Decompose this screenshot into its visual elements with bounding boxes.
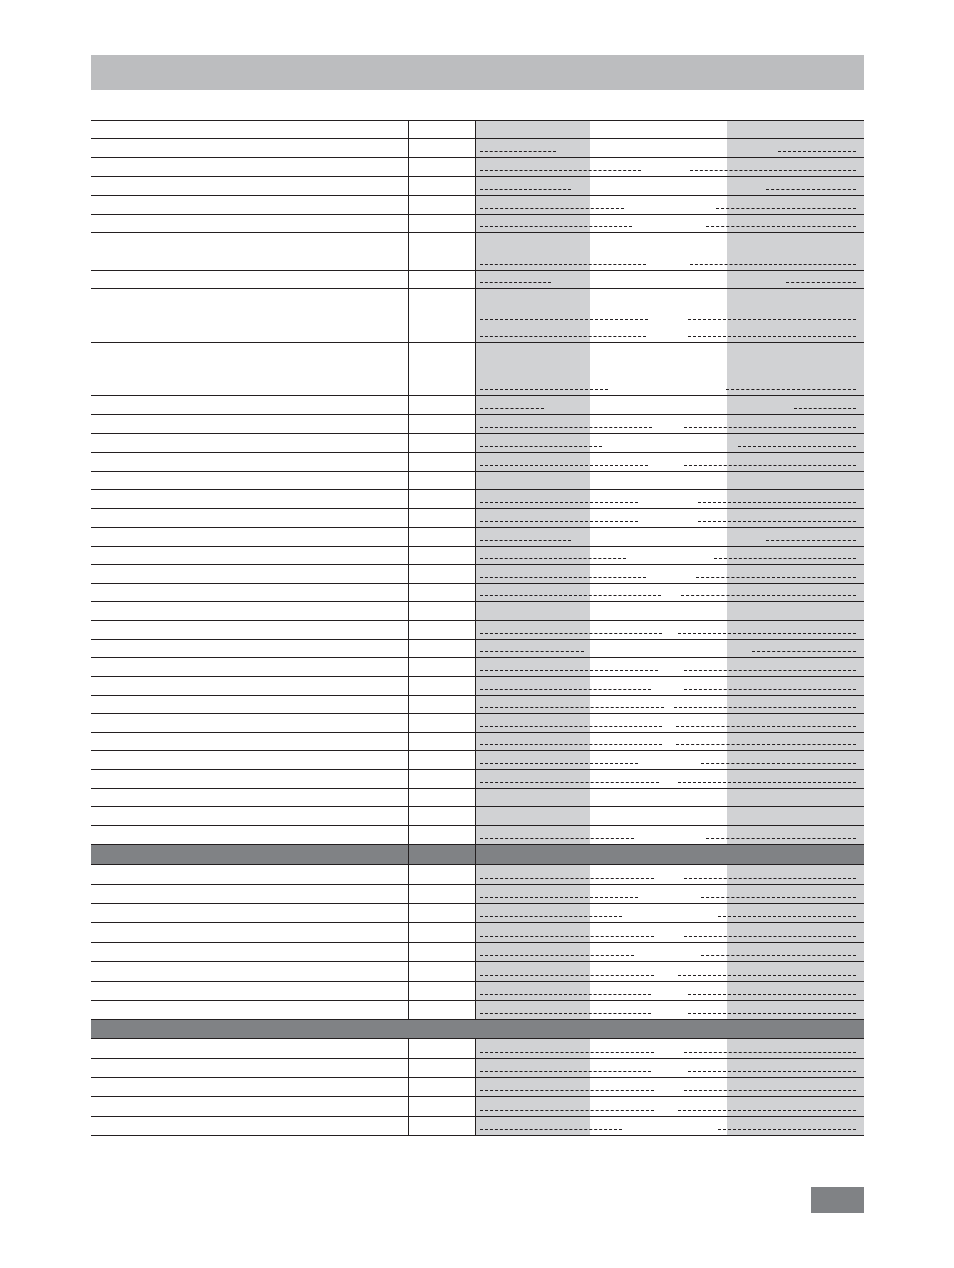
row-label-cell <box>91 658 408 676</box>
table-row <box>91 271 864 289</box>
dotted-leader-line <box>480 1013 651 1014</box>
table-row <box>91 196 864 215</box>
dotted-leader-line <box>480 744 662 745</box>
table-row <box>91 528 864 547</box>
dotted-leader-line <box>794 408 856 409</box>
dotted-leader-line <box>684 1090 856 1091</box>
table-row <box>91 565 864 584</box>
dotted-leader-line <box>766 540 856 541</box>
row-unit-cell <box>408 1078 476 1096</box>
dotted-leader-line <box>480 916 622 917</box>
row-label-cell <box>91 177 408 195</box>
row-unit-cell <box>408 621 476 639</box>
row-label-cell <box>91 1097 408 1116</box>
dotted-leader-line <box>696 577 856 578</box>
dotted-leader-line <box>688 1013 856 1014</box>
row-label-cell <box>91 289 408 342</box>
dotted-leader-line <box>718 916 856 917</box>
row-unit-cell <box>408 177 476 195</box>
table-row <box>91 865 864 885</box>
row-unit-cell <box>408 807 476 825</box>
dotted-leader-line <box>480 208 624 209</box>
dotted-leader-line <box>701 955 856 956</box>
dotted-leader-line <box>480 319 648 320</box>
row-unit-cell <box>408 158 476 176</box>
table-row <box>91 904 864 923</box>
table-row <box>91 584 864 602</box>
row-unit-cell <box>408 602 476 620</box>
dotted-leader-line <box>684 670 856 671</box>
table-row <box>91 1001 864 1020</box>
row-unit-cell <box>408 733 476 750</box>
table-row <box>91 982 864 1001</box>
row-unit-cell <box>408 658 476 676</box>
row-unit-cell <box>408 453 476 471</box>
table-row <box>91 962 864 982</box>
row-label-cell <box>91 434 408 452</box>
row-label-cell <box>91 472 408 489</box>
row-label-cell <box>91 1059 408 1077</box>
dotted-leader-line <box>688 319 856 320</box>
row-label-cell <box>91 415 408 433</box>
table-row <box>91 696 864 714</box>
dotted-leader-line <box>690 264 856 265</box>
dotted-leader-line <box>786 282 856 283</box>
row-label-cell <box>91 962 408 981</box>
row-unit-cell <box>408 640 476 657</box>
dotted-leader-line <box>701 763 856 764</box>
dotted-leader-line <box>480 282 551 283</box>
dotted-leader-line <box>480 1071 651 1072</box>
dotted-leader-line <box>678 1110 856 1111</box>
row-unit-cell <box>408 415 476 433</box>
row-unit-cell <box>408 509 476 527</box>
dotted-leader-line <box>674 707 856 708</box>
row-label-cell <box>91 396 408 414</box>
row-label-cell <box>91 215 408 232</box>
row-label-cell <box>91 1020 408 1038</box>
dotted-leader-line <box>480 670 658 671</box>
row-label-cell <box>91 826 408 844</box>
row-label-cell <box>91 528 408 546</box>
dotted-leader-line <box>480 897 638 898</box>
table-row <box>91 1059 864 1078</box>
dotted-leader-line <box>706 838 856 839</box>
row-label-cell <box>91 943 408 961</box>
dotted-leader-line <box>716 208 856 209</box>
dotted-leader-line <box>480 994 651 995</box>
row-unit-cell <box>408 1039 476 1058</box>
table-row <box>91 509 864 528</box>
table-row <box>91 415 864 434</box>
row-label-cell <box>91 923 408 942</box>
row-label-cell <box>91 120 408 138</box>
row-label-cell <box>91 885 408 903</box>
dotted-leader-line <box>480 633 662 634</box>
dotted-leader-line <box>480 170 641 171</box>
table-row <box>91 289 864 343</box>
dotted-leader-line <box>718 1129 856 1130</box>
section-header-row <box>91 845 864 865</box>
dotted-leader-line <box>688 994 856 995</box>
dotted-leader-line <box>480 595 661 596</box>
table-row <box>91 233 864 271</box>
row-unit-cell <box>408 120 476 138</box>
dotted-leader-line <box>480 226 632 227</box>
row-unit-cell <box>408 962 476 981</box>
row-label-cell <box>91 677 408 695</box>
dotted-leader-line <box>684 1052 856 1053</box>
row-unit-cell <box>408 696 476 713</box>
table-row <box>91 789 864 807</box>
dotted-leader-line <box>480 502 638 503</box>
table-row <box>91 453 864 472</box>
dotted-leader-line <box>480 389 608 390</box>
row-unit-cell <box>408 1097 476 1116</box>
row-unit-cell <box>408 434 476 452</box>
table-row <box>91 490 864 509</box>
table-row <box>91 826 864 845</box>
dotted-leader-line <box>480 540 571 541</box>
dotted-leader-line <box>480 763 638 764</box>
dotted-leader-line <box>778 151 856 152</box>
row-unit-cell <box>408 885 476 903</box>
dotted-leader-line <box>480 975 654 976</box>
table-row <box>91 677 864 696</box>
dotted-leader-line <box>688 1071 856 1072</box>
dotted-leader-line <box>706 226 856 227</box>
dotted-leader-line <box>701 897 856 898</box>
dotted-leader-line <box>480 465 648 466</box>
page-number-tab <box>811 1187 864 1213</box>
dotted-leader-line <box>698 502 856 503</box>
dotted-leader-line <box>684 689 856 690</box>
row-unit-cell <box>408 677 476 695</box>
dotted-leader-line <box>752 651 856 652</box>
dotted-leader-line <box>684 936 856 937</box>
dotted-leader-line <box>480 558 626 559</box>
row-unit-cell <box>408 714 476 732</box>
row-unit-cell <box>408 528 476 546</box>
dotted-leader-line <box>698 521 856 522</box>
dotted-leader-line <box>480 408 544 409</box>
row-label-cell <box>91 584 408 601</box>
row-unit-cell <box>408 982 476 1000</box>
table-row <box>91 714 864 733</box>
dotted-leader-line <box>480 427 652 428</box>
table-row <box>91 177 864 196</box>
dotted-leader-line <box>480 1052 654 1053</box>
row-label-cell <box>91 807 408 825</box>
row-label-cell <box>91 196 408 214</box>
dotted-leader-line <box>690 170 856 171</box>
dotted-leader-line <box>480 1110 654 1111</box>
row-unit-cell <box>408 845 476 864</box>
dotted-leader-line <box>480 336 646 337</box>
table-row <box>91 770 864 789</box>
row-unit-cell <box>408 396 476 414</box>
header-bar <box>91 55 864 90</box>
row-label-cell <box>91 158 408 176</box>
dotted-leader-line <box>480 521 638 522</box>
dotted-leader-line <box>480 782 659 783</box>
row-label-cell <box>91 453 408 471</box>
table-row <box>91 885 864 904</box>
dotted-leader-line <box>480 1129 622 1130</box>
table-row <box>91 658 864 677</box>
row-unit-cell <box>408 584 476 601</box>
row-label-cell <box>91 509 408 527</box>
table-row <box>91 343 864 396</box>
row-unit-cell <box>408 472 476 489</box>
row-label-cell <box>91 751 408 769</box>
row-unit-cell <box>408 139 476 157</box>
table-row <box>91 751 864 770</box>
dotted-leader-line <box>678 633 856 634</box>
row-unit-cell <box>408 943 476 961</box>
dotted-leader-line <box>684 427 856 428</box>
dotted-leader-line <box>738 446 856 447</box>
dotted-leader-line <box>480 878 654 879</box>
dotted-leader-line <box>678 782 856 783</box>
section-header-row <box>91 1020 864 1039</box>
row-label-cell <box>91 640 408 657</box>
row-label-cell <box>91 733 408 750</box>
dotted-leader-line <box>480 838 634 839</box>
dotted-leader-line <box>480 189 571 190</box>
table-row <box>91 1097 864 1117</box>
row-label-cell <box>91 1078 408 1096</box>
dotted-leader-line <box>480 577 646 578</box>
table-row <box>91 1039 864 1059</box>
dotted-leader-line <box>480 264 646 265</box>
table-row <box>91 640 864 658</box>
row-label-cell <box>91 139 408 157</box>
row-unit-cell <box>408 490 476 508</box>
dotted-leader-line <box>726 389 856 390</box>
dotted-leader-line <box>766 189 856 190</box>
dotted-leader-line <box>480 955 634 956</box>
spec-table <box>91 120 864 1136</box>
dotted-leader-line <box>684 878 856 879</box>
row-unit-cell <box>408 770 476 788</box>
dotted-leader-line <box>480 446 602 447</box>
row-label-cell <box>91 696 408 713</box>
table-row <box>91 1117 864 1136</box>
row-unit-cell <box>408 904 476 922</box>
row-unit-cell <box>408 865 476 884</box>
dotted-leader-line <box>676 726 856 727</box>
row-label-cell <box>91 602 408 620</box>
row-unit-cell <box>408 547 476 564</box>
table-row <box>91 139 864 158</box>
dotted-leader-line <box>684 465 856 466</box>
dotted-leader-line <box>480 726 662 727</box>
table-row <box>91 396 864 415</box>
row-unit-cell <box>408 289 476 342</box>
row-unit-cell <box>408 196 476 214</box>
dotted-leader-line <box>480 707 664 708</box>
row-label-cell <box>91 982 408 1000</box>
dotted-leader-line <box>681 595 856 596</box>
row-unit-cell <box>408 343 476 395</box>
table-row <box>91 602 864 621</box>
dotted-leader-line <box>480 689 651 690</box>
row-label-cell <box>91 714 408 732</box>
row-unit-cell <box>408 565 476 583</box>
table-row <box>91 215 864 233</box>
dotted-leader-line <box>480 651 584 652</box>
row-unit-cell <box>408 751 476 769</box>
table-row <box>91 733 864 751</box>
table-row <box>91 547 864 565</box>
row-label-cell <box>91 789 408 806</box>
row-unit-cell <box>408 1117 476 1135</box>
row-label-cell <box>91 343 408 395</box>
row-label-cell <box>91 845 408 864</box>
row-unit-cell <box>408 271 476 288</box>
row-label-cell <box>91 233 408 270</box>
table-row <box>91 434 864 453</box>
dotted-leader-line <box>678 975 856 976</box>
row-unit-cell <box>408 215 476 232</box>
row-label-cell <box>91 1001 408 1019</box>
table-row <box>91 923 864 943</box>
row-unit-cell <box>408 233 476 270</box>
table-row <box>91 472 864 490</box>
table-row <box>91 621 864 640</box>
dotted-leader-line <box>480 151 556 152</box>
row-label-cell <box>91 1117 408 1135</box>
row-unit-cell <box>408 1059 476 1077</box>
row-label-cell <box>91 621 408 639</box>
row-unit-cell <box>408 923 476 942</box>
table-row <box>91 943 864 962</box>
row-label-cell <box>91 565 408 583</box>
row-label-cell <box>91 271 408 288</box>
dotted-leader-line <box>480 1090 654 1091</box>
row-unit-cell <box>408 826 476 844</box>
row-label-cell <box>91 904 408 922</box>
row-label-cell <box>91 547 408 564</box>
row-unit-cell <box>408 789 476 806</box>
table-row <box>91 158 864 177</box>
table-row <box>91 1078 864 1097</box>
dotted-leader-line <box>714 558 856 559</box>
table-row <box>91 120 864 139</box>
row-label-cell <box>91 770 408 788</box>
table-row <box>91 807 864 826</box>
dotted-leader-line <box>688 336 856 337</box>
row-label-cell <box>91 865 408 884</box>
row-label-cell <box>91 490 408 508</box>
dotted-leader-line <box>676 744 856 745</box>
row-unit-cell <box>408 1001 476 1019</box>
row-label-cell <box>91 1039 408 1058</box>
table-top-rule <box>91 120 864 121</box>
dotted-leader-line <box>480 936 654 937</box>
